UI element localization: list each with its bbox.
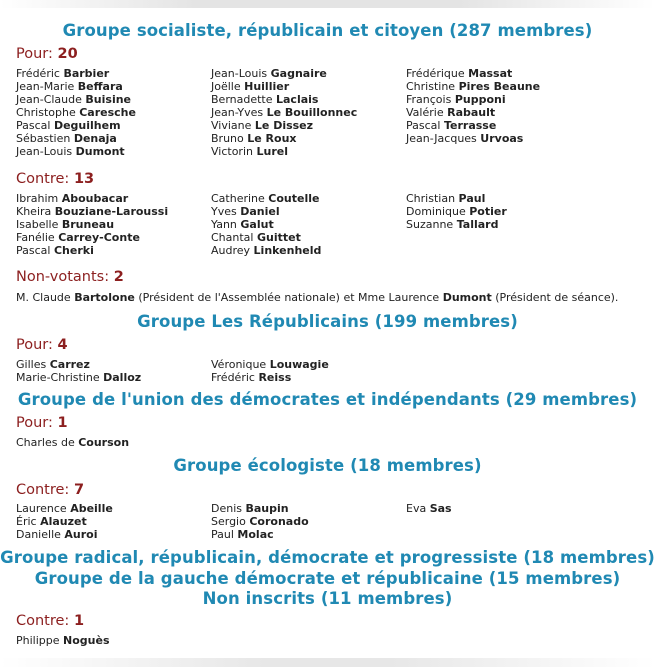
deputy-firstname: Frédéric bbox=[16, 67, 60, 80]
deputy-name bbox=[406, 106, 540, 119]
bottom-divider bbox=[0, 658, 655, 667]
deputy-firstname: Isabelle bbox=[16, 218, 59, 231]
name-column bbox=[16, 436, 129, 449]
deputy-firstname: Victorin bbox=[211, 145, 253, 158]
deputy-lastname: Bruneau bbox=[61, 218, 115, 231]
deputy-lastname: Bouziane-Laroussi bbox=[54, 205, 169, 218]
sentence-part: M. Claude bbox=[16, 291, 75, 304]
deputy-name bbox=[211, 132, 357, 145]
deputy-lastname: Terrasse bbox=[443, 119, 497, 132]
deputy-name bbox=[211, 528, 309, 541]
name-column bbox=[211, 358, 329, 384]
deputy-lastname: Potier bbox=[469, 205, 507, 218]
deputy-name bbox=[211, 67, 357, 80]
vote-count: 1 bbox=[57, 415, 68, 431]
deputy-lastname: Molac bbox=[237, 528, 274, 541]
deputy-lastname: Louwagie bbox=[269, 358, 329, 371]
deputy-lastname: Buisine bbox=[85, 93, 132, 106]
deputy-firstname: Frédéric bbox=[211, 371, 255, 384]
deputy-firstname: Sébastien bbox=[16, 132, 71, 145]
deputy-firstname: Yann bbox=[211, 218, 237, 231]
deputy-lastname: Denaja bbox=[73, 132, 117, 145]
deputy-firstname: Jean-Louis bbox=[16, 145, 73, 158]
deputy-lastname: Barbier bbox=[63, 67, 110, 80]
deputy-firstname: Ibrahim bbox=[16, 192, 59, 205]
deputy-firstname: Gilles bbox=[16, 358, 47, 371]
deputy-lastname: Courson bbox=[78, 436, 130, 449]
deputy-lastname: Paul bbox=[458, 192, 486, 205]
deputy-name bbox=[16, 192, 168, 205]
deputy-firstname: Marie-Christine bbox=[16, 371, 100, 384]
deputy-lastname: Baupin bbox=[245, 502, 289, 515]
deputy-lastname: Lurel bbox=[256, 145, 288, 158]
deputy-firstname: Danielle bbox=[16, 528, 61, 541]
deputy-lastname: Dumont bbox=[75, 145, 125, 158]
deputy-name bbox=[16, 231, 168, 244]
deputy-lastname: Caresche bbox=[79, 106, 136, 119]
deputy-lastname: Guittet bbox=[256, 231, 301, 244]
deputy-lastname: Rabault bbox=[447, 106, 496, 119]
vote-heading-contre bbox=[16, 482, 84, 498]
sentence-part: (Président de l'Assemblée nationale) et Mme Laurence bbox=[134, 291, 443, 304]
name-column bbox=[406, 192, 507, 231]
deputy-lastname: Daniel bbox=[240, 205, 280, 218]
deputy-name bbox=[16, 67, 136, 80]
deputy-name bbox=[16, 634, 110, 647]
deputy-name bbox=[211, 93, 357, 106]
name-column bbox=[211, 67, 357, 158]
deputy-name bbox=[211, 106, 357, 119]
vote-heading-pour bbox=[16, 415, 68, 431]
deputy-firstname: Kheira bbox=[16, 205, 52, 218]
deputy-name bbox=[16, 145, 136, 158]
deputy-lastname: Pupponi bbox=[454, 93, 506, 106]
sentence-part: (Président de séance). bbox=[491, 291, 619, 304]
deputy-lastname: Gagnaire bbox=[270, 67, 327, 80]
deputy-lastname: Sas bbox=[429, 502, 452, 515]
deputy-name bbox=[16, 119, 136, 132]
deputy-lastname: Aboubacar bbox=[61, 192, 129, 205]
deputy-firstname: Bruno bbox=[211, 132, 244, 145]
deputy-firstname: Christophe bbox=[16, 106, 76, 119]
deputy-name bbox=[406, 67, 540, 80]
deputy-firstname: Valérie bbox=[406, 106, 444, 119]
deputy-lastname: Galut bbox=[240, 218, 274, 231]
deputy-lastname: Alauzet bbox=[40, 515, 87, 528]
group-title-ecologiste: Groupe écologiste (18 membres) bbox=[173, 456, 482, 475]
deputy-firstname: Laurence bbox=[16, 502, 67, 515]
deputy-firstname: Eva bbox=[406, 502, 427, 515]
deputy-name bbox=[406, 218, 507, 231]
deputy-lastname: Carrez bbox=[49, 358, 90, 371]
deputy-firstname: Éric bbox=[16, 515, 37, 528]
deputy-name bbox=[16, 80, 136, 93]
vote-count: 20 bbox=[57, 46, 78, 62]
vote-label: Contre: bbox=[16, 613, 74, 629]
vote-count: 1 bbox=[73, 613, 85, 629]
deputy-name bbox=[211, 515, 309, 528]
deputy-firstname: Joëlle bbox=[211, 80, 241, 93]
deputy-name bbox=[406, 132, 540, 145]
deputy-lastname: Carrey-Conte bbox=[58, 231, 140, 244]
deputy-lastname: Abeille bbox=[70, 502, 113, 515]
group-title-radical: Groupe radical, républicain, démocrate et progressiste (18 membres) bbox=[0, 548, 655, 567]
vote-count: 7 bbox=[73, 482, 85, 498]
name-column bbox=[16, 192, 168, 257]
deputy-name bbox=[211, 80, 357, 93]
deputy-name bbox=[16, 371, 141, 384]
deputy-name bbox=[16, 218, 168, 231]
name-column bbox=[16, 634, 110, 647]
name-column bbox=[16, 358, 141, 384]
name-column bbox=[406, 502, 452, 515]
deputy-firstname: Pascal bbox=[406, 119, 441, 132]
vote-label: Contre: bbox=[16, 171, 74, 187]
vote-label: Contre: bbox=[16, 482, 74, 498]
group-title-republicains: Groupe Les Républicains (199 membres) bbox=[137, 312, 518, 331]
deputy-firstname: Christian bbox=[406, 192, 456, 205]
vote-label: Pour: bbox=[16, 46, 58, 62]
deputy-name bbox=[406, 93, 540, 106]
deputy-firstname: Viviane bbox=[211, 119, 252, 132]
deputy-name bbox=[211, 358, 329, 371]
deputy-lastname: Dumont bbox=[442, 291, 492, 304]
deputy-firstname: Fanélie bbox=[16, 231, 55, 244]
deputy-lastname: Beffara bbox=[77, 80, 123, 93]
deputy-lastname: Le Roux bbox=[247, 132, 297, 145]
deputy-lastname: Pires Beaune bbox=[458, 80, 541, 93]
deputy-lastname: Cherki bbox=[53, 244, 94, 257]
vote-count: 2 bbox=[113, 269, 124, 285]
deputy-firstname: François bbox=[406, 93, 452, 106]
deputy-firstname: Christine bbox=[406, 80, 456, 93]
deputy-lastname: Le Dissez bbox=[254, 119, 314, 132]
deputy-firstname: Dominique bbox=[406, 205, 466, 218]
deputy-firstname: Jean-Marie bbox=[16, 80, 75, 93]
deputy-name bbox=[16, 502, 113, 515]
deputy-lastname: Laclais bbox=[276, 93, 319, 106]
vote-label: Pour: bbox=[16, 415, 58, 431]
deputy-name bbox=[406, 119, 540, 132]
deputy-lastname: Deguilhem bbox=[53, 119, 121, 132]
deputy-lastname: Le Bouillonnec bbox=[266, 106, 358, 119]
group-title-socialiste: Groupe socialiste, républicain et citoyen (287 membres) bbox=[62, 21, 593, 40]
deputy-name bbox=[16, 436, 129, 449]
deputy-name bbox=[211, 231, 321, 244]
deputy-name bbox=[211, 371, 329, 384]
deputy-lastname: Noguès bbox=[63, 634, 110, 647]
deputy-lastname: Reiss bbox=[258, 371, 292, 384]
deputy-firstname: Suzanne bbox=[406, 218, 454, 231]
vote-count: 13 bbox=[73, 171, 95, 187]
deputy-name bbox=[16, 106, 136, 119]
deputy-name bbox=[406, 205, 507, 218]
vote-heading-contre bbox=[16, 613, 84, 629]
deputy-name bbox=[406, 502, 452, 515]
deputy-name bbox=[16, 528, 113, 541]
deputy-lastname: Urvoas bbox=[480, 132, 524, 145]
vote-label: Non-votants: bbox=[16, 269, 114, 285]
deputy-firstname: Jean-Jacques bbox=[406, 132, 477, 145]
deputy-lastname: Coutelle bbox=[268, 192, 320, 205]
name-column bbox=[211, 192, 321, 257]
deputy-firstname: Véronique bbox=[211, 358, 267, 371]
deputy-lastname: Bartolone bbox=[74, 291, 135, 304]
vote-heading-contre bbox=[16, 171, 94, 187]
deputy-name bbox=[16, 205, 168, 218]
deputy-firstname: Chantal bbox=[211, 231, 254, 244]
name-column bbox=[211, 502, 309, 541]
deputy-name bbox=[16, 515, 113, 528]
deputy-firstname: Audrey bbox=[211, 244, 251, 257]
deputy-name bbox=[16, 132, 136, 145]
group-title-gdr: Groupe de la gauche démocrate et républicaine (15 membres) bbox=[34, 569, 621, 588]
deputy-firstname: Pascal bbox=[16, 119, 51, 132]
deputy-lastname: Dalloz bbox=[103, 371, 142, 384]
nonvotants-sentence bbox=[16, 291, 618, 304]
deputy-name bbox=[406, 192, 507, 205]
deputy-name bbox=[406, 80, 540, 93]
deputy-name bbox=[211, 218, 321, 231]
deputy-name bbox=[211, 145, 357, 158]
name-column bbox=[16, 502, 113, 541]
vote-heading-pour bbox=[16, 337, 68, 353]
deputy-firstname: Jean-Yves bbox=[211, 106, 264, 119]
group-title-non-inscrits: Non inscrits (11 membres) bbox=[202, 589, 453, 608]
name-column bbox=[406, 67, 540, 145]
deputy-firstname: Charles de bbox=[16, 436, 75, 449]
deputy-name bbox=[211, 205, 321, 218]
deputy-firstname: Jean-Louis bbox=[211, 67, 268, 80]
deputy-name bbox=[16, 244, 168, 257]
vote-heading-pour bbox=[16, 46, 78, 62]
deputy-name bbox=[16, 93, 136, 106]
deputy-firstname: Philippe bbox=[16, 634, 60, 647]
deputy-firstname: Denis bbox=[211, 502, 242, 515]
deputy-firstname: Pascal bbox=[16, 244, 51, 257]
deputy-lastname: Auroi bbox=[64, 528, 98, 541]
vote-heading-nonvotants bbox=[16, 269, 124, 285]
deputy-lastname: Huillier bbox=[244, 80, 290, 93]
deputy-lastname: Linkenheld bbox=[253, 244, 322, 257]
vote-label: Pour: bbox=[16, 337, 58, 353]
group-title-udi: Groupe de l'union des démocrates et indépendants (29 membres) bbox=[17, 390, 638, 409]
deputy-firstname: Catherine bbox=[211, 192, 265, 205]
deputy-firstname: Paul bbox=[211, 528, 234, 541]
deputy-lastname: Massat bbox=[468, 67, 513, 80]
deputy-name bbox=[211, 502, 309, 515]
deputy-name bbox=[211, 192, 321, 205]
deputy-name bbox=[211, 119, 357, 132]
vote-count: 4 bbox=[57, 337, 68, 353]
deputy-lastname: Coronado bbox=[249, 515, 309, 528]
name-column bbox=[16, 67, 136, 158]
deputy-firstname: Yves bbox=[211, 205, 237, 218]
deputy-firstname: Jean-Claude bbox=[16, 93, 82, 106]
deputy-firstname: Sergio bbox=[211, 515, 246, 528]
deputy-lastname: Tallard bbox=[456, 218, 499, 231]
top-divider bbox=[0, 0, 655, 8]
deputy-name bbox=[211, 244, 321, 257]
deputy-name bbox=[16, 358, 141, 371]
deputy-firstname: Frédérique bbox=[406, 67, 465, 80]
deputy-firstname: Bernadette bbox=[211, 93, 273, 106]
